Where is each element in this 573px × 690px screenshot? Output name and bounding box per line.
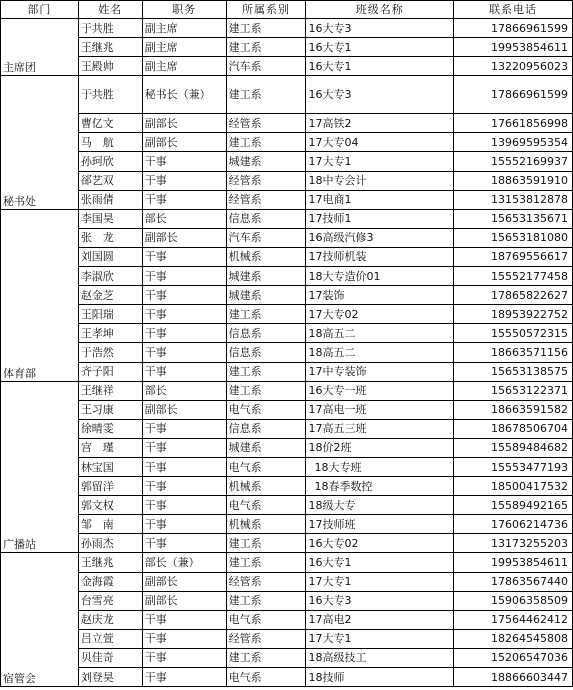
class-cell: 17中专装饰 xyxy=(306,362,454,381)
phone-cell: 17865822627 xyxy=(454,286,573,305)
department-cell: 主席团 xyxy=(1,19,79,76)
header-row xyxy=(1,1,573,19)
phone-cell: 17606214736 xyxy=(454,515,573,534)
roster-body xyxy=(1,19,573,687)
table-row xyxy=(1,209,573,228)
member-name-cell: 曹亿文 xyxy=(78,114,142,133)
table-row xyxy=(1,515,573,534)
faculty-cell: 机械系 xyxy=(226,247,306,266)
faculty-cell: 电气系 xyxy=(226,668,306,687)
phone-cell: 15553477193 xyxy=(454,457,573,476)
member-name-cell: 于共胜 xyxy=(78,19,142,38)
table-row xyxy=(1,362,573,381)
class-cell: 17电商1 xyxy=(306,190,454,209)
table-row xyxy=(1,57,573,76)
faculty-cell: 建工系 xyxy=(226,648,306,667)
table-row xyxy=(1,19,573,38)
member-name-cell: 齐子阳 xyxy=(78,362,142,381)
department-cell: 宿管会 xyxy=(1,553,79,687)
table-row xyxy=(1,572,573,591)
class-cell: 16大专3 xyxy=(306,591,454,610)
member-name-cell: 吕立萱 xyxy=(78,629,142,648)
faculty-cell: 经管系 xyxy=(226,190,306,209)
position-cell: 干事 xyxy=(142,496,226,515)
class-cell: 17技师1 xyxy=(306,209,454,228)
position-cell: 干事 xyxy=(142,190,226,209)
class-cell: 17高电2 xyxy=(306,610,454,629)
table-row xyxy=(1,419,573,438)
table-row xyxy=(1,648,573,667)
header-department: 部门 xyxy=(1,1,79,19)
member-name-cell: 张 龙 xyxy=(78,228,142,247)
member-name-cell: 孙珂欣 xyxy=(78,152,142,171)
position-cell: 干事 xyxy=(142,286,226,305)
position-cell: 副部长 xyxy=(142,400,226,419)
member-name-cell: 王继兆 xyxy=(78,553,142,572)
faculty-cell: 汽车系 xyxy=(226,57,306,76)
position-cell: 干事 xyxy=(142,668,226,687)
member-name-cell: 徐晴雯 xyxy=(78,419,142,438)
table-row xyxy=(1,114,573,133)
faculty-cell: 建工系 xyxy=(226,19,306,38)
position-cell: 副部长 xyxy=(142,228,226,247)
phone-cell: 18866603447 xyxy=(454,668,573,687)
member-name-cell: 李国昊 xyxy=(78,209,142,228)
position-cell: 副部长 xyxy=(142,114,226,133)
header-name: 姓名 xyxy=(78,1,142,19)
header-position: 职务 xyxy=(142,1,226,19)
table-row xyxy=(1,668,573,687)
class-cell: 18级大专 xyxy=(306,496,454,515)
position-cell: 副部长 xyxy=(142,572,226,591)
position-cell: 干事 xyxy=(142,534,226,553)
member-name-cell: 宫 瑾 xyxy=(78,438,142,457)
position-cell: 干事 xyxy=(142,648,226,667)
position-cell: 副部长 xyxy=(142,591,226,610)
member-name-cell: 王殿帅 xyxy=(78,57,142,76)
member-name-cell: 王习康 xyxy=(78,400,142,419)
phone-cell: 18264545808 xyxy=(454,629,573,648)
class-cell: 18技师 xyxy=(306,668,454,687)
table-row xyxy=(1,76,573,114)
member-name-cell: 王继祥 xyxy=(78,381,142,400)
table-row xyxy=(1,438,573,457)
phone-cell: 17866961599 xyxy=(454,76,573,114)
table-row xyxy=(1,38,573,57)
faculty-cell: 建工系 xyxy=(226,362,306,381)
phone-cell: 18678506704 xyxy=(454,419,573,438)
position-cell: 干事 xyxy=(142,362,226,381)
member-name-cell: 王继兆 xyxy=(78,38,142,57)
position-cell: 部长 xyxy=(142,381,226,400)
member-name-cell: 孙雨杰 xyxy=(78,534,142,553)
table-row xyxy=(1,477,573,496)
header-faculty: 所属系别 xyxy=(226,1,306,19)
class-cell: 16大专一班 xyxy=(306,381,454,400)
department-cell: 广播站 xyxy=(1,381,79,553)
phone-cell: 15653181080 xyxy=(454,228,573,247)
member-name-cell: 李淑欣 xyxy=(78,267,142,286)
phone-cell: 18953922752 xyxy=(454,305,573,324)
faculty-cell: 信息系 xyxy=(226,209,306,228)
phone-cell: 15653122371 xyxy=(454,381,573,400)
position-cell: 副主席 xyxy=(142,38,226,57)
phone-cell: 15906358509 xyxy=(454,591,573,610)
class-cell: 17技师机装 xyxy=(306,247,454,266)
member-name-cell: 邹 南 xyxy=(78,515,142,534)
position-cell: 干事 xyxy=(142,629,226,648)
class-cell: 16大专1 xyxy=(306,57,454,76)
class-cell: 16大专3 xyxy=(306,76,454,114)
class-cell: 16大专1 xyxy=(306,553,454,572)
table-row xyxy=(1,324,573,343)
class-cell: 18春季数控 xyxy=(306,477,454,496)
position-cell: 干事 xyxy=(142,305,226,324)
faculty-cell: 建工系 xyxy=(226,553,306,572)
phone-cell: 15589484682 xyxy=(454,438,573,457)
phone-cell: 19953854611 xyxy=(454,553,573,572)
class-cell: 16大专1 xyxy=(306,38,454,57)
faculty-cell: 城建系 xyxy=(226,438,306,457)
position-cell: 干事 xyxy=(142,419,226,438)
class-cell: 17大专1 xyxy=(306,152,454,171)
faculty-cell: 电气系 xyxy=(226,496,306,515)
phone-cell: 15550572315 xyxy=(454,324,573,343)
header-class: 班级名称 xyxy=(306,1,454,19)
phone-cell: 15653138575 xyxy=(454,362,573,381)
member-name-cell: 王阳瑞 xyxy=(78,305,142,324)
faculty-cell: 经管系 xyxy=(226,114,306,133)
phone-cell: 18863591910 xyxy=(454,171,573,190)
phone-cell: 15653135671 xyxy=(454,209,573,228)
phone-cell: 18500417532 xyxy=(454,477,573,496)
member-name-cell: 贝佳奇 xyxy=(78,648,142,667)
faculty-cell: 建工系 xyxy=(226,38,306,57)
faculty-cell: 建工系 xyxy=(226,534,306,553)
faculty-cell: 建工系 xyxy=(226,381,306,400)
table-row xyxy=(1,171,573,190)
department-cell: 体育部 xyxy=(1,209,79,381)
member-name-cell: 马 航 xyxy=(78,133,142,152)
class-cell: 18价2班 xyxy=(306,438,454,457)
class-cell: 17大专04 xyxy=(306,133,454,152)
phone-cell: 18663571156 xyxy=(454,343,573,362)
table-row xyxy=(1,496,573,515)
table-row xyxy=(1,629,573,648)
class-cell: 17大专1 xyxy=(306,629,454,648)
faculty-cell: 信息系 xyxy=(226,419,306,438)
member-name-cell: 林宝国 xyxy=(78,457,142,476)
member-name-cell: 郤艺双 xyxy=(78,171,142,190)
phone-cell: 15206547036 xyxy=(454,648,573,667)
faculty-cell: 建工系 xyxy=(226,133,306,152)
class-cell: 18高级技工 xyxy=(306,648,454,667)
class-cell: 18大专造价01 xyxy=(306,267,454,286)
faculty-cell: 机械系 xyxy=(226,515,306,534)
faculty-cell: 电气系 xyxy=(226,457,306,476)
phone-cell: 15589492165 xyxy=(454,496,573,515)
table-row xyxy=(1,228,573,247)
phone-cell: 13220956023 xyxy=(454,57,573,76)
table-row xyxy=(1,553,573,572)
table-row xyxy=(1,591,573,610)
member-name-cell: 赵庆龙 xyxy=(78,610,142,629)
table-row xyxy=(1,343,573,362)
table-row xyxy=(1,457,573,476)
class-cell: 17装饰 xyxy=(306,286,454,305)
table-row xyxy=(1,381,573,400)
phone-cell: 17866961599 xyxy=(454,19,573,38)
class-cell: 18高五二 xyxy=(306,343,454,362)
phone-cell: 18663591582 xyxy=(454,400,573,419)
member-name-cell: 张雨倩 xyxy=(78,190,142,209)
phone-cell: 13173255203 xyxy=(454,534,573,553)
faculty-cell: 建工系 xyxy=(226,305,306,324)
position-cell: 干事 xyxy=(142,343,226,362)
phone-cell: 17863567440 xyxy=(454,572,573,591)
table-row xyxy=(1,286,573,305)
class-cell: 17大专1 xyxy=(306,572,454,591)
faculty-cell: 经管系 xyxy=(226,629,306,648)
faculty-cell: 城建系 xyxy=(226,152,306,171)
member-name-cell: 金海霞 xyxy=(78,572,142,591)
class-cell: 17技师班 xyxy=(306,515,454,534)
class-cell: 18大专班 xyxy=(306,457,454,476)
faculty-cell: 建工系 xyxy=(226,76,306,114)
position-cell: 副部长 xyxy=(142,133,226,152)
class-cell: 17大专02 xyxy=(306,305,454,324)
position-cell: 副主席 xyxy=(142,57,226,76)
table-row xyxy=(1,190,573,209)
phone-cell: 15552177458 xyxy=(454,267,573,286)
table-row xyxy=(1,247,573,266)
faculty-cell: 信息系 xyxy=(226,324,306,343)
phone-cell: 18769556617 xyxy=(454,247,573,266)
phone-cell: 17564462412 xyxy=(454,610,573,629)
class-cell: 16大专3 xyxy=(306,19,454,38)
position-cell: 干事 xyxy=(142,267,226,286)
member-name-cell: 台雪亮 xyxy=(78,591,142,610)
member-name-cell: 赵金芝 xyxy=(78,286,142,305)
class-cell: 16高级汽修3 xyxy=(306,228,454,247)
position-cell: 干事 xyxy=(142,438,226,457)
position-cell: 干事 xyxy=(142,324,226,343)
member-name-cell: 于共胜 xyxy=(78,76,142,114)
member-name-cell: 刘登昊 xyxy=(78,668,142,687)
class-cell: 16大专02 xyxy=(306,534,454,553)
phone-cell: 15552169937 xyxy=(454,152,573,171)
position-cell: 干事 xyxy=(142,247,226,266)
position-cell: 干事 xyxy=(142,477,226,496)
position-cell: 干事 xyxy=(142,171,226,190)
table-row xyxy=(1,534,573,553)
faculty-cell: 汽车系 xyxy=(226,228,306,247)
faculty-cell: 信息系 xyxy=(226,343,306,362)
faculty-cell: 电气系 xyxy=(226,610,306,629)
position-cell: 部长 xyxy=(142,209,226,228)
phone-cell: 17661856998 xyxy=(454,114,573,133)
table-row xyxy=(1,133,573,152)
header-phone: 联系电话 xyxy=(454,1,573,19)
member-name-cell: 刘国圆 xyxy=(78,247,142,266)
position-cell: 秘书长（兼） xyxy=(142,76,226,114)
phone-cell: 13153812878 xyxy=(454,190,573,209)
table-row xyxy=(1,610,573,629)
class-cell: 17高铁2 xyxy=(306,114,454,133)
table-row xyxy=(1,267,573,286)
position-cell: 副主席 xyxy=(142,19,226,38)
table-row xyxy=(1,152,573,171)
member-name-cell: 郭留洋 xyxy=(78,477,142,496)
position-cell: 干事 xyxy=(142,610,226,629)
position-cell: 干事 xyxy=(142,457,226,476)
table-row xyxy=(1,400,573,419)
faculty-cell: 经管系 xyxy=(226,171,306,190)
member-name-cell: 郭文权 xyxy=(78,496,142,515)
phone-cell: 13969595354 xyxy=(454,133,573,152)
class-cell: 17高电一班 xyxy=(306,400,454,419)
class-cell: 18高五二 xyxy=(306,324,454,343)
table-row xyxy=(1,305,573,324)
phone-cell: 19953854611 xyxy=(454,38,573,57)
faculty-cell: 经管系 xyxy=(226,572,306,591)
position-cell: 干事 xyxy=(142,152,226,171)
faculty-cell: 电气系 xyxy=(226,400,306,419)
faculty-cell: 城建系 xyxy=(226,267,306,286)
faculty-cell: 机械系 xyxy=(226,477,306,496)
position-cell: 干事 xyxy=(142,515,226,534)
faculty-cell: 建工系 xyxy=(226,591,306,610)
member-name-cell: 王孝坤 xyxy=(78,324,142,343)
class-cell: 18中专会计 xyxy=(306,171,454,190)
faculty-cell: 城建系 xyxy=(226,286,306,305)
position-cell: 部长（兼） xyxy=(142,553,226,572)
department-cell: 秘书处 xyxy=(1,76,79,209)
class-cell: 17高五三班 xyxy=(306,419,454,438)
member-name-cell: 于浩然 xyxy=(78,343,142,362)
